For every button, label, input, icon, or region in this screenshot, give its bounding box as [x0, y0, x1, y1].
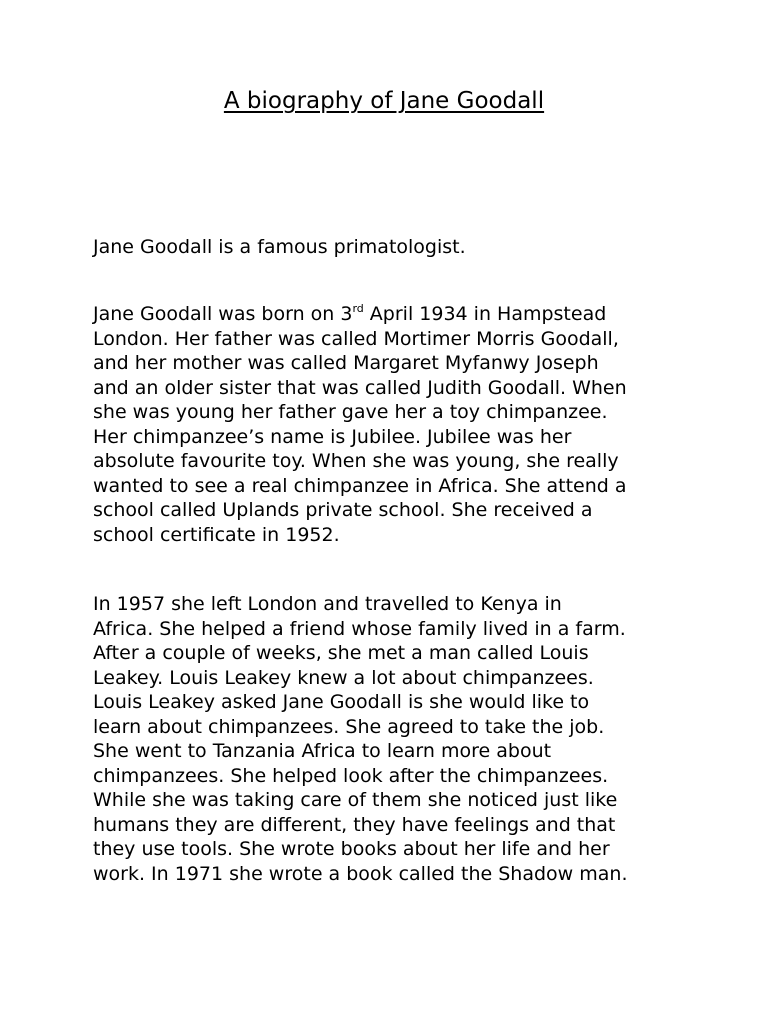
paragraph-line: work. In 1971 she wrote a book called the Shadow man.: [93, 862, 628, 885]
ordinal-suffix: rd: [352, 302, 364, 315]
birth-text-end: April 1934 in Hampstead: [363, 303, 607, 325]
paragraph-line: wanted to see a real chimpanzee in Africa. She attend a: [93, 474, 627, 497]
paragraph-line: Her chimpanzee’s name is Jubilee. Jubilee was her: [93, 425, 572, 448]
paragraph-line: and her mother was called Margaret Myfanwy Joseph: [93, 352, 599, 374]
paragraph-line: London. Her father was called Mortimer Morris Goodall,: [93, 327, 619, 350]
paragraph-line: While she was taking care of them she noticed just like: [93, 789, 618, 811]
paragraph-line: Louis Leakey asked Jane Goodall is she would like to: [93, 691, 590, 713]
intro-line: Jane Goodall is a famous primatologist.: [93, 236, 466, 258]
paragraph-line: In 1957 she left London and travelled to Kenya in: [93, 593, 562, 615]
paragraph-line: school called Uplands private school. She received a: [93, 499, 593, 521]
career-paragraph: [93, 592, 693, 886]
document-title: A biography of Jane Goodall: [223, 88, 545, 114]
paragraph-line: learn about chimpanzees. She agreed to take the job.: [93, 715, 605, 738]
paragraph-line: and an older sister that was called Judith Goodall. When: [93, 376, 627, 399]
intro-paragraph: [93, 235, 693, 260]
paragraph-line: absolute favourite toy. When she was young, she really: [93, 450, 619, 472]
paragraph-line: She went to Tanzania Africa to learn more about: [93, 740, 552, 762]
paragraph-line: chimpanzees. She helped look after the chimpanzees.: [93, 764, 609, 787]
paragraph-line: she was young her father gave her a toy chimpanzee.: [93, 401, 608, 423]
paragraph-line: After a couple of weeks, she met a man called Louis: [93, 642, 589, 664]
paragraph-line: school certificate in 1952.: [93, 523, 340, 546]
paragraph-line: Africa. She helped a friend whose family lived in a farm.: [93, 617, 626, 640]
birth-paragraph: [93, 302, 693, 547]
paragraph-line: [93, 302, 693, 327]
paragraph-line: Leakey. Louis Leakey knew a lot about chimpanzees.: [93, 666, 594, 689]
birth-text-start: Jane Goodall was born on 3: [93, 303, 353, 325]
paragraph-line: they use tools. She wrote books about her life and her: [93, 838, 610, 860]
paragraph-line: humans they are different, they have feelings and that: [93, 813, 616, 836]
